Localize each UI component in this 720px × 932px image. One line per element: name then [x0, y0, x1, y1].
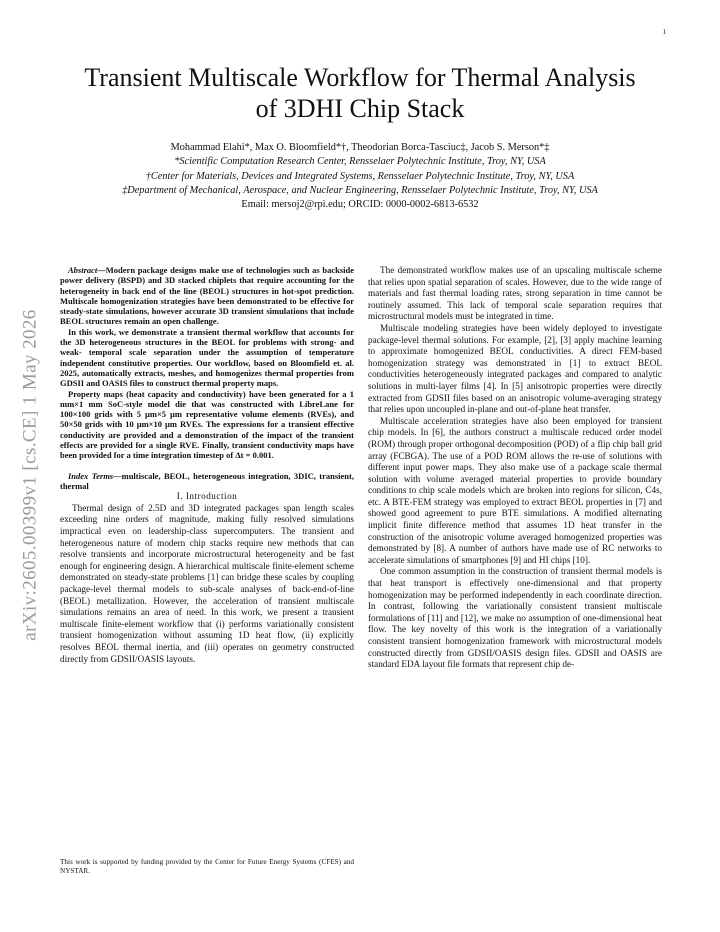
abstract-paragraph-1: Abstract—Modern package designs make use of technologies such as backside power delivery (BSPD) and 3D stacked chiplets that require accounting for the heterogeneity in back end of the line (BEOL) structures in hot-spot prediction. Multiscale homogenization strategies have been demonstrated to be effective for steady-state simulations, however accurate 3D transient simulations that include BEOL structures remain an open challenge. — [60, 265, 354, 327]
page-number: 1 — [662, 28, 666, 36]
abstract-label: Abstract— — [68, 265, 106, 275]
intro-paragraph-1: Thermal design of 2.5D and 3D integrated packages span length scales exceeding nine orders of magnitude, making fully resolved simulations impractical even on leadership-class supercomputers. The transient and heterogeneous nature of modern chip stacks require new methods that can resolve transients and incorporate microstructural heterogeneity and be fast enough for engineering design. A hierarchical multiscale finite-element scheme demonstrated on steady-state problems [1] can bridge these scales by coupling package-level thermal models to sub-scale analyses of back-end-of-line (BEOL) metallization. However, the acceleration of transient multiscale simulations remains an area of need. In this work, we present a transient multiscale finite-element workflow that (i) performs variationally consistent transient homogenization without assuming 1D heat flow, (ii) explicitly resolves BEOL thermal inertia, and (iii) operates on geometry constructed directly from GDSII/OASIS layouts. — [60, 502, 354, 664]
arxiv-watermark-text: arXiv:2605.00399v1 [cs.CE] 1 May 2026 — [20, 309, 41, 641]
contact-line: Email: mersoj2@rpi.edu; ORCID: 0000-0002-6813-6532 — [241, 199, 479, 211]
arxiv-watermark — [8, 275, 54, 675]
affiliation-2: †Center for Materials, Devices and Integrated Systems, Rensselaer Polytechnic Institute, Troy, NY, USA — [145, 170, 575, 182]
right-paragraph-4: One common assumption in the construction of transient thermal models is that heat transport is effectively one-dimensional and that property homogenization may be performed independently in each coordinate direction. In contrast, following the variationally consistent transient multiscale formulations of [11] and [12], we make no assumption of one-dimensional heat flow. The key novelty of this work is the integration of a variationally consistent transient homogenization framework with microstructural models constructed directly from GDSII/OASIS design files. GDSII and OASIS are standard EDA layout file formats that represent chip de- — [368, 566, 662, 670]
right-paragraph-2: Multiscale modeling strategies have been widely deployed to investigate package-level thermal solutions. For example, [2], [3] apply machine learning to approximate homogenized BEOL conductivities. A direct FEM-based homogenization strategy was demonstrated in [1] to extract BEOL conductivities heterogeneously integrated packages and compared to analytic solutions in multi-layer films [4]. In [5] anisotropic properties were directly extracted from GDSII files based on an anisotropic volume-averaging strategy that relies upon uncoupled in-plane and out-of-plane heat transfer. — [368, 322, 662, 415]
right-column — [368, 265, 662, 671]
author-block — [50, 141, 670, 212]
index-terms: Index Terms—multiscale, BEOL, heterogeneous integration, 3DIC, transient, thermal — [60, 470, 354, 491]
affiliation-1: *Scientific Computation Research Center, Rensselaer Polytechnic Institute, Troy, NY, USA — [174, 156, 546, 168]
affiliation-3: ‡Department of Mechanical, Aerospace, and Nuclear Engineering, Rensselaer Polytechnic Institute, Troy, NY, USA — [122, 184, 598, 196]
left-column — [60, 265, 354, 665]
abstract-paragraph-3: Property maps (heat capacity and conductivity) have been generated for a 1 mm×1 mm SoC-style model die that was constructed with LibreLane for 100×100 grids with 5 µm×5 µm representative volume elements (RVEs), and 50×50 grids with 10 µm×10 µm RVEs. The expressions for a transient effective conductivity are provided and a demonstration of the impact of the transient effects are provided for a single RVE. Finally, transient conductivity maps have been provided for a time integration timestep of Δt = 0.001. — [60, 388, 354, 461]
funding-footnote: This work is supported by funding provided by the Center for Future Energy Systems (CFES) and NYSTAR. — [60, 858, 354, 875]
right-paragraph-3: Multiscale acceleration strategies have also been employed for transient chip models. In [6], the authors construct a multiscale reduced order model (ROM) through proper orthogonal decomposition (POD) of a flip chip ball grid array (FCBGA). The use of a POD ROM allows the re-use of solutions with different input power maps. They also make use of a package scale thermal solution with volume averaged material properties to provide boundary conditions to chip scale models which are broken into regions for silicon, C4s, etc. A BTE-FEM strategy was employed to extract BEOL properties in [7] and showed good agreement to pure BTE simulations. A modified alternating implicit finite difference method that assumes 1D heat transfer in the construction of the anisotropic volume averaged homogenized properties was demonstrated by [8]. A number of authors have made use of RC networks to accelerate simulations of smartphones [9] and HI chips [10]. — [368, 415, 662, 565]
right-paragraph-1: The demonstrated workflow makes use of an upscaling multiscale scheme that relies upon spatial separation of scales. However, due to the wide range of materials and fast thermal loading rates, strong separation in time cannot be routinely assumed. This lack of temporal scale separation requires that microstructural models must be integrated in time. — [368, 265, 662, 322]
section-heading: I. Introduction — [176, 491, 238, 502]
abstract-paragraph-2: In this work, we demonstrate a transient thermal workflow that accounts for the 3D heterogeneous structures in the BEOL for problems with strong- and weak- temporal scale separation under the assumption of temperature independent constitutive properties. Our workflow, based on Bloomfield et. al. 2025, automatically extracts, meshes, and homogenizes thermal properties from GDSII and OASIS files to construct thermal property maps. — [60, 326, 354, 389]
abstract — [60, 265, 354, 491]
index-terms-label: Index Terms— — [68, 470, 122, 481]
author-list: Mohammad Elahi*, Max O. Bloomfield*†, Theodorian Borca-Tasciuc‡, Jacob S. Merson*‡ — [170, 142, 550, 153]
paper-title: Transient Multiscale Workflow for Thermal Analysis of 3DHI Chip Stack — [84, 63, 636, 123]
